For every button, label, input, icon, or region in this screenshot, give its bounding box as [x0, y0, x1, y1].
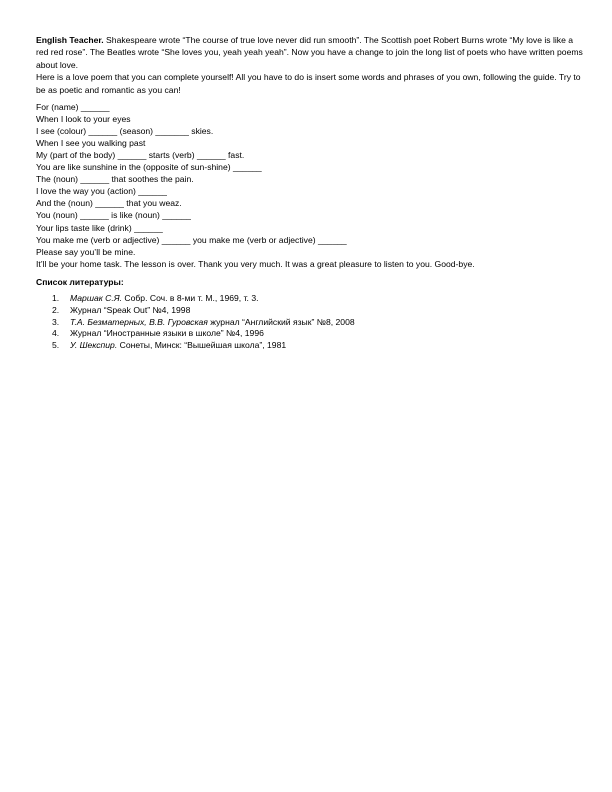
reference-text: журнал “Английский язык” №8, 2008 — [207, 316, 355, 327]
intro-section — [36, 34, 584, 96]
poem-line: You make me (verb or adjective) ______ you make me (verb or adjective) ______ — [36, 234, 347, 245]
reference-item — [36, 305, 584, 317]
instructions-paragraph: Here is a love poem that you can complete yourself! All you have to do is insert some words and phrases of you own, following the guide. Try to be as poetic and romantic as you can! — [36, 72, 581, 95]
references-heading: Список литературы: — [36, 277, 124, 288]
intro-text: Shakespeare wrote “The course of true love never did run smooth”. The Scottish poet Robert Burns wrote “My love is like a red red rose”. The Beatles wrote “She loves you, yeah yeah yeah”. Now you have a change to join the long list of poets who have written poems about love. — [36, 35, 583, 70]
reference-text: Журнал “Иностранные языки в школе” №4, 1996 — [70, 328, 264, 339]
closing-remarks: It’ll be your home task. The lesson is over. Thank you very much. It was a great pleasure to listen to you. Good-bye. — [36, 258, 475, 269]
reference-author: Т.А. Безматерных, В.В. Гуровская — [70, 316, 208, 327]
reference-item — [36, 328, 584, 340]
reference-number: 1. — [52, 293, 60, 304]
reference-number: 5. — [52, 339, 60, 350]
reference-item — [36, 340, 584, 352]
reference-number: 2. — [52, 305, 60, 316]
poem-line: You are like sunshine in the (opposite of sun-shine) ______ — [36, 162, 262, 173]
intro-paragraph — [36, 34, 584, 71]
reference-author: Маршак С.Я. — [70, 293, 123, 304]
poem-line: For (name) ______ — [36, 102, 110, 113]
reference-number: 3. — [52, 316, 60, 327]
speaker-label: English Teacher. — [36, 35, 104, 45]
poem-line: Your lips taste like (drink) ______ — [36, 222, 163, 233]
reference-item — [36, 317, 584, 329]
reference-text: Собр. Соч. в 8-ми т. М., 1969, т. 3. — [122, 293, 259, 304]
reference-item — [36, 293, 584, 305]
poem-line: And the (noun) ______ that you weaz. — [36, 198, 182, 209]
poem-line: My (part of the body) ______ starts (verb) ______ fast. — [36, 150, 245, 161]
reference-text: Журнал “Speak Out” №4, 1998 — [70, 305, 191, 316]
poem-line: You (noun) ______ is like (noun) ______ — [36, 210, 191, 221]
reference-text: Сонеты, Минск: “Вышейшая школа”, 1981 — [117, 339, 287, 350]
poem-template — [36, 101, 584, 258]
poem-line: I love the way you (action) ______ — [36, 186, 167, 197]
poem-line: I see (colour) ______ (season) _______ skies. — [36, 126, 214, 137]
poem-line: When I look to your eyes — [36, 114, 131, 125]
poem-line: The (noun) ______ that soothes the pain. — [36, 174, 194, 185]
poem-line: When I see you walking past — [36, 138, 146, 149]
document-page — [36, 34, 584, 351]
reference-author: У. Шекспир. — [70, 339, 118, 350]
references-list — [36, 293, 584, 351]
reference-number: 4. — [52, 328, 60, 339]
poem-line: Please say you’ll be mine. — [36, 246, 136, 257]
